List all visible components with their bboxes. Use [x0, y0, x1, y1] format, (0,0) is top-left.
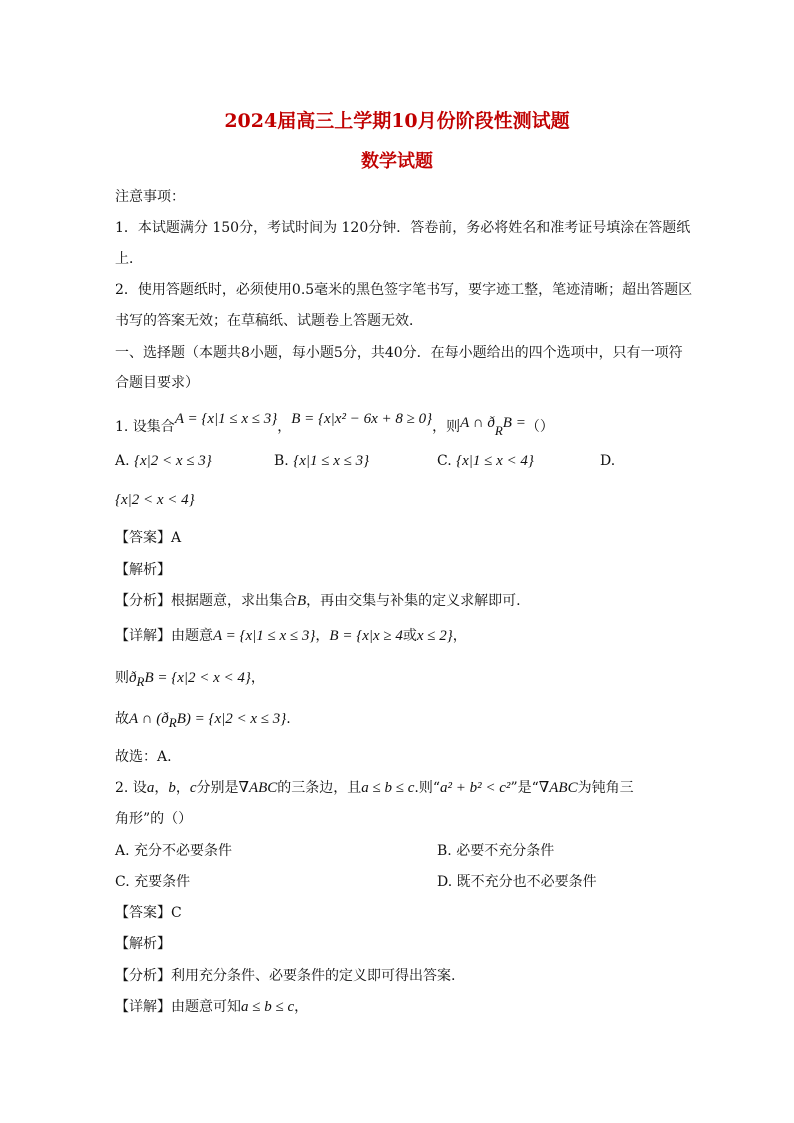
note-2-line-2: 书写的答案无效；在草稿纸、试题卷上答题无效．	[115, 313, 423, 329]
condition-formula: a² + b² < c²	[440, 780, 511, 796]
option-label: C.	[437, 453, 452, 469]
separator: ，	[175, 780, 190, 796]
option-value: {x|2 < x ≤ 3}	[134, 453, 212, 469]
detail-inequality: a ≤ b ≤ c	[241, 999, 295, 1015]
option-value: {x|1 ≤ x < 4}	[456, 453, 534, 469]
question-2-stem	[115, 778, 634, 798]
detail-label: 【详解】	[115, 999, 171, 1015]
stem-text: 的三条边，且	[277, 780, 362, 796]
intersection-expression: A ∩ (ð	[129, 711, 169, 727]
complement-symbol: ð	[129, 670, 137, 686]
question-1-analysis-heading: 【解析】	[115, 562, 171, 578]
var-b: b	[168, 780, 176, 796]
or-word: 或	[402, 628, 417, 644]
complement-expression: A ∩ ð	[460, 415, 495, 431]
intersection-result: B) = {x|2 < x ≤ 3}	[176, 711, 287, 727]
question-2-answer: 【答案】C	[115, 905, 182, 921]
question-2-prefix: 2. 设	[115, 780, 147, 796]
analysis-label: 【分析】	[115, 968, 171, 984]
page-title: 2024届高三上学期10月份阶段性测试题	[224, 110, 570, 132]
stem-text: .则“	[414, 780, 441, 796]
detail-text: 由题意可知	[171, 999, 241, 1015]
option-value: 既不充分也不必要条件	[456, 874, 597, 890]
analysis-label: 【分析】	[115, 593, 171, 609]
separator: ，	[452, 628, 467, 644]
section-heading-line-2: 合题目要求）	[115, 375, 199, 391]
option-b	[274, 451, 369, 471]
var-a: a	[146, 780, 155, 796]
comma: ，	[277, 419, 292, 435]
detail-set-b-end: x ≤ 2}	[416, 628, 453, 644]
question-2-analysis	[115, 966, 455, 986]
option-value: {x|1 ≤ x ≤ 3}	[293, 453, 370, 469]
set-b-symbol: B	[297, 593, 307, 609]
detail-set-b: B = {x|x ≥ 4	[329, 628, 403, 644]
question-1-prefix: 1. 设集合	[115, 419, 175, 435]
triangle-symbol: ∇ABC	[238, 780, 278, 796]
option-value: 充分不必要条件	[134, 843, 233, 859]
complement-subscript: R	[136, 673, 145, 689]
question-1-stem	[115, 411, 554, 441]
complement-subscript: R	[494, 422, 503, 438]
stem-text: 为钝角三	[577, 780, 634, 796]
analysis-text-end: ，再由交集与补集的定义求解即可.	[306, 593, 521, 609]
option-a	[115, 451, 212, 471]
separator: ，	[250, 670, 265, 686]
option-value: 必要不充分条件	[456, 843, 555, 859]
so-word: 故	[115, 711, 129, 727]
complement-result: B = {x|2 < x < 4}	[144, 670, 251, 686]
separator: ，	[315, 628, 330, 644]
question-2-analysis-heading: 【解析】	[115, 936, 171, 952]
option-b	[437, 841, 554, 861]
option-label: D.	[600, 453, 616, 469]
question-1-then: ，则	[432, 419, 461, 435]
option-label: B.	[274, 453, 289, 469]
set-a-formula: A = {x|1 ≤ x ≤ 3}	[174, 411, 278, 427]
option-c	[115, 872, 190, 892]
separator: ，	[294, 999, 309, 1015]
question-1-analysis	[115, 591, 521, 611]
detail-set-a: A = {x|1 ≤ x ≤ 3}	[213, 628, 316, 644]
inequality: a ≤ b ≤ c	[361, 780, 415, 796]
question-1-detail	[115, 626, 467, 646]
option-label: A.	[115, 453, 130, 469]
option-label: A.	[115, 843, 130, 859]
option-value: {x|2 < x < 4}	[115, 492, 195, 508]
option-label: B.	[437, 843, 452, 859]
then-word: 则	[115, 670, 129, 686]
question-2-detail	[115, 997, 308, 1017]
option-label: D.	[437, 874, 453, 890]
triangle-symbol: ∇ABC	[538, 780, 578, 796]
question-2-stem-line-2: 角形”的（）	[115, 811, 193, 827]
option-d	[437, 872, 597, 892]
var-c: c	[189, 780, 197, 796]
question-1-intersection-line	[115, 709, 291, 733]
page-subtitle: 数学试题	[361, 151, 433, 172]
stem-text: ”是“	[510, 780, 539, 796]
detail-text: 由题意	[171, 628, 213, 644]
period: .	[286, 711, 291, 727]
option-c	[437, 451, 534, 471]
analysis-text: 根据题意，求出集合	[171, 593, 297, 609]
complement-subscript: R	[168, 714, 177, 730]
note-1-line-1: 1．本试题满分 150分，考试时间为 120分钟．答卷前，务必将姓名和准考证号填涂在答题纸	[115, 220, 691, 236]
analysis-text: 利用充分条件、必要条件的定义即可得出答案.	[171, 968, 456, 984]
separator: ，	[154, 780, 169, 796]
question-1-choice: 故选：A.	[115, 749, 172, 765]
section-heading-line-1: 一、选择题（本题共8小题，每小题5分，共40分．在每小题给出的四个选项中，只有一项符	[115, 345, 683, 361]
notes-heading: 注意事项：	[115, 189, 185, 205]
complement-expression-end: B =	[502, 415, 526, 431]
question-1-answer: 【答案】A	[115, 530, 182, 546]
stem-text: 分别是	[196, 780, 239, 796]
option-d	[600, 451, 615, 471]
detail-label: 【详解】	[115, 628, 171, 644]
question-1-complement-line	[115, 668, 265, 692]
option-value: 充要条件	[134, 874, 191, 890]
option-d-value	[115, 490, 195, 510]
set-b-formula: B = {x|x² − 6x + 8 ≥ 0}	[291, 411, 433, 427]
answer-parentheses: （）	[525, 419, 554, 435]
option-a	[115, 841, 232, 861]
note-2-line-1: 2．使用答题纸时，必须使用0.5毫米的黑色签字笔书写，要字迹工整，笔迹清晰；超出答题区	[115, 282, 693, 298]
note-1-line-2: 上．	[115, 251, 143, 267]
option-label: C.	[115, 874, 130, 890]
